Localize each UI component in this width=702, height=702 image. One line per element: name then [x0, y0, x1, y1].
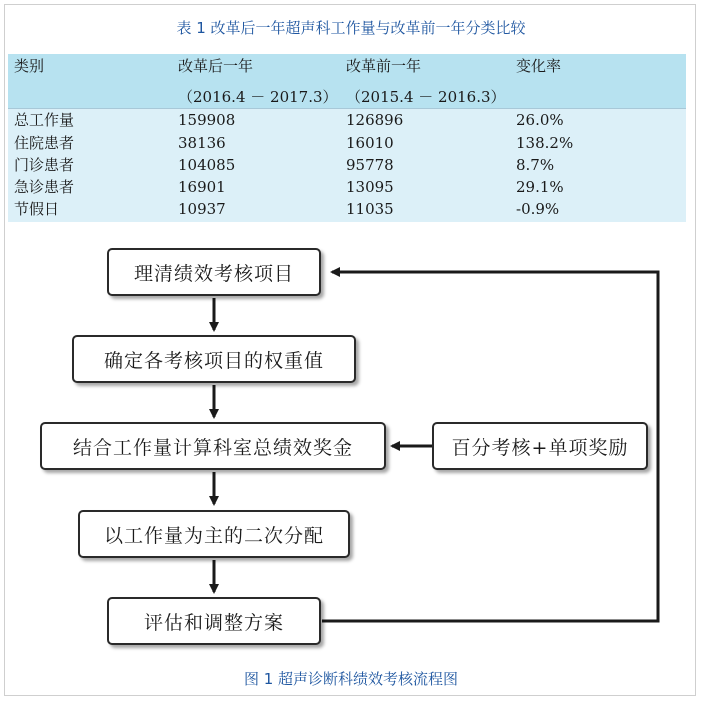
row-after: 159908	[178, 111, 236, 129]
header-after-period: （2016.4 － 2017.3）	[178, 88, 338, 106]
flow-step-label: 理清绩效考核项目	[133, 262, 294, 285]
row-before: 95778	[346, 156, 394, 174]
flow-step-calculate-bonus	[40, 422, 386, 470]
figure-title: 图 1 超声诊断科绩效考核流程图	[243, 670, 459, 688]
row-change: 29.1%	[516, 178, 564, 196]
header-category: 类别	[14, 57, 45, 75]
row-after: 10937	[178, 200, 226, 218]
header-after: 改革后一年	[178, 57, 254, 75]
row-after: 16901	[178, 178, 226, 196]
row-change: -0.9%	[516, 200, 560, 218]
flow-step-label: 以工作量为主的二次分配	[103, 524, 324, 547]
row-before: 126896	[346, 111, 404, 129]
flow-side-assessment	[432, 422, 648, 470]
flow-step-distribution	[78, 510, 350, 558]
row-change: 26.0%	[516, 111, 564, 129]
row-category: 急诊患者	[14, 178, 75, 196]
row-before: 16010	[346, 134, 394, 152]
flow-step-evaluate	[107, 597, 321, 645]
row-change: 138.2%	[516, 134, 574, 152]
row-category: 节假日	[14, 200, 60, 218]
row-category: 门诊患者	[14, 156, 75, 174]
table-title: 表 1 改革后一年超声科工作量与改革前一年分类比较	[176, 19, 526, 37]
row-before: 13095	[346, 178, 394, 196]
row-before: 11035	[346, 200, 394, 218]
header-change: 变化率	[516, 57, 562, 75]
header-before-period: （2015.4 － 2016.3）	[346, 88, 506, 106]
row-change: 8.7%	[516, 156, 555, 174]
header-before: 改革前一年	[346, 57, 422, 75]
row-category: 住院患者	[14, 134, 75, 152]
flow-step-weights	[72, 335, 356, 383]
flow-step-label: 结合工作量计算科室总绩效奖金	[72, 436, 353, 459]
flow-step-identify	[107, 248, 321, 296]
row-after: 104085	[178, 156, 236, 174]
flow-step-label: 评估和调整方案	[143, 611, 284, 634]
flow-step-label: 确定各考核项目的权重值	[103, 349, 324, 372]
row-category: 总工作量	[14, 111, 75, 129]
flow-side-label: 百分考核+单项奖励	[451, 436, 629, 459]
row-after: 38136	[178, 134, 226, 152]
